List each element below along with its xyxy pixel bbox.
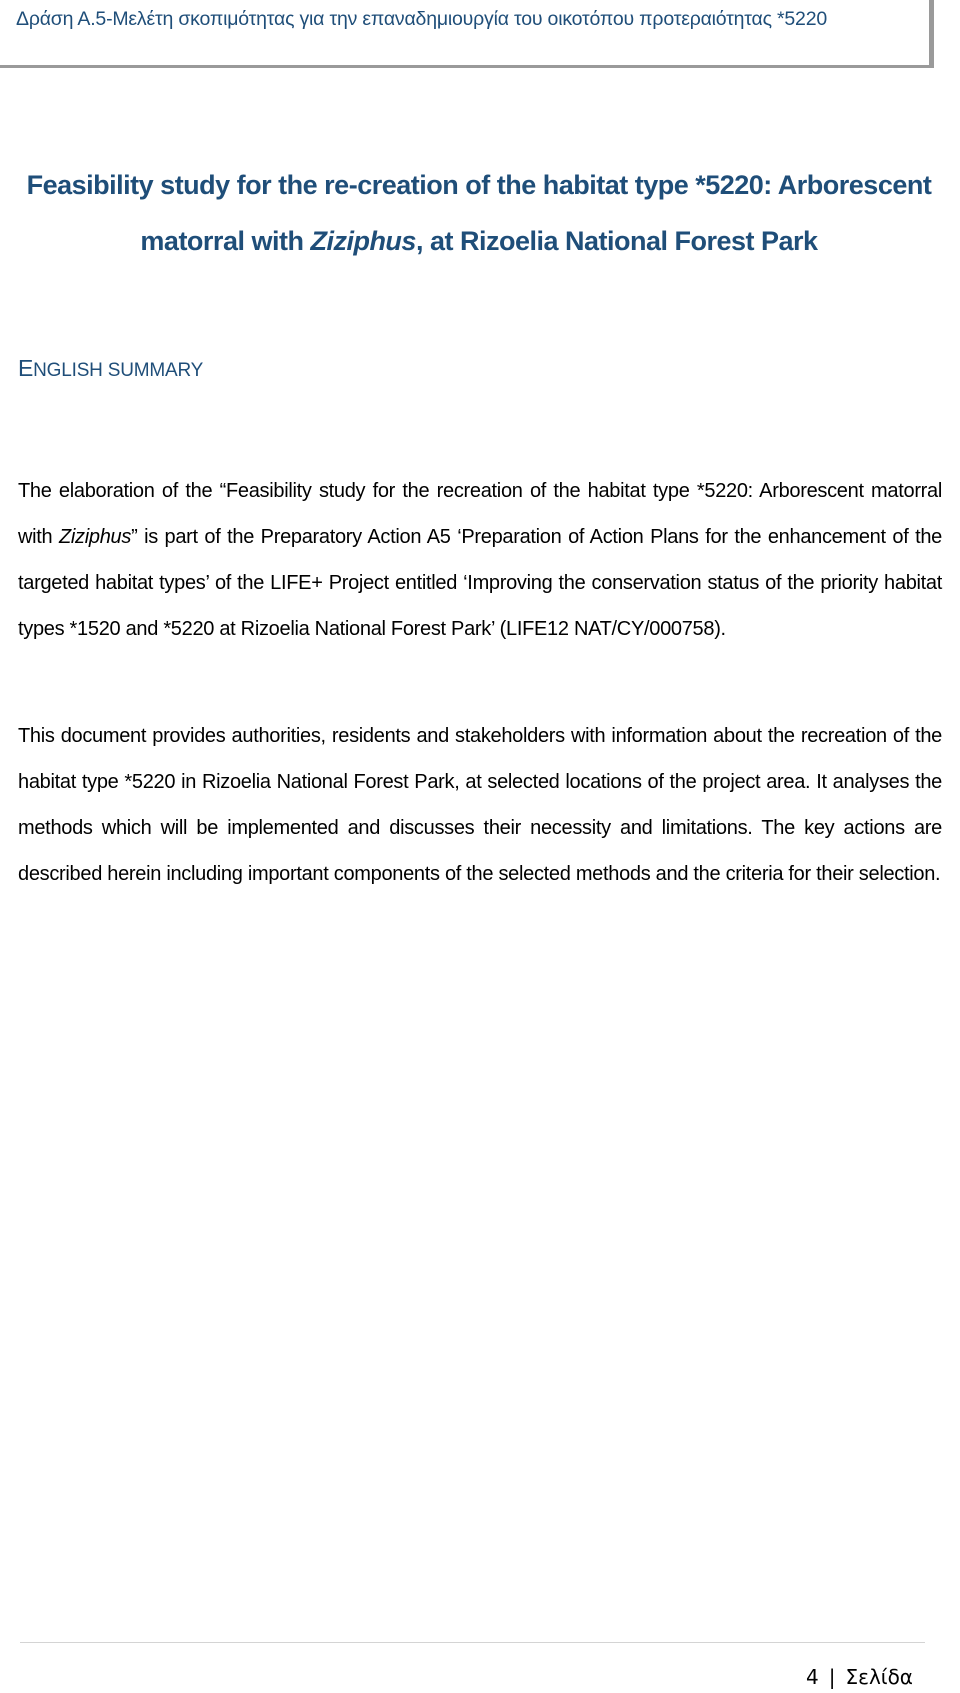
paragraph-1-part-a: The elaboration of the “Feasibility study for the recreation of the habitat type *5220: Arborescent matorral with bbox=[18, 480, 942, 548]
footer-separator: | bbox=[828, 1665, 836, 1689]
title-part-1: Feasibility study for the re-creation of the habitat type *5220: Arborescent matorral with bbox=[26, 170, 932, 256]
section-heading-rest: NGLISH SUMMARY bbox=[33, 360, 204, 381]
page-label: Σελίδα bbox=[845, 1665, 913, 1689]
title-part-2: , at Rizoelia National Forest Park bbox=[415, 226, 818, 256]
summary-paragraph-1 bbox=[18, 468, 942, 652]
section-heading bbox=[18, 355, 203, 382]
summary-paragraph-2: This document provides authorities, residents and stakeholders with information about the recreation of the habitat type *5220 in Rizoelia National Forest Park, at selected locations of the project area. It analyses the methods which will be implemented and discusses their necessity and limitations. The key actions are described herein including important components of the selected methods and the criteria for their selection. bbox=[18, 725, 942, 885]
page-number: 4 bbox=[806, 1665, 819, 1689]
running-header: Δράση Α.5-Μελέτη σκοπιμότητας για την επαναδημιουργία του οικοτόπου προτεραιότητας *5220 bbox=[16, 8, 827, 30]
title-italic-genus: Ziziphus bbox=[310, 226, 416, 256]
paragraph-1-italic-genus: Ziziphus bbox=[59, 526, 132, 548]
header-vertical-bar bbox=[929, 0, 934, 66]
document-title bbox=[24, 157, 934, 269]
page-footer bbox=[806, 1665, 913, 1689]
header-rule bbox=[0, 65, 934, 68]
footer-rule bbox=[20, 1642, 925, 1643]
paragraph-1-part-b: ” is part of the Preparatory Action A5 ‘Preparation of Action Plans for the enhancement of the targeted habitat types’ of the LIFE+ Project entitled ‘Improving the conservation status of the priority habitat types *1520 and *5220 at Rizoelia National Forest Park’ (LIFE12 NAT/CY/000758). bbox=[18, 526, 942, 640]
section-heading-cap: E bbox=[18, 355, 34, 381]
